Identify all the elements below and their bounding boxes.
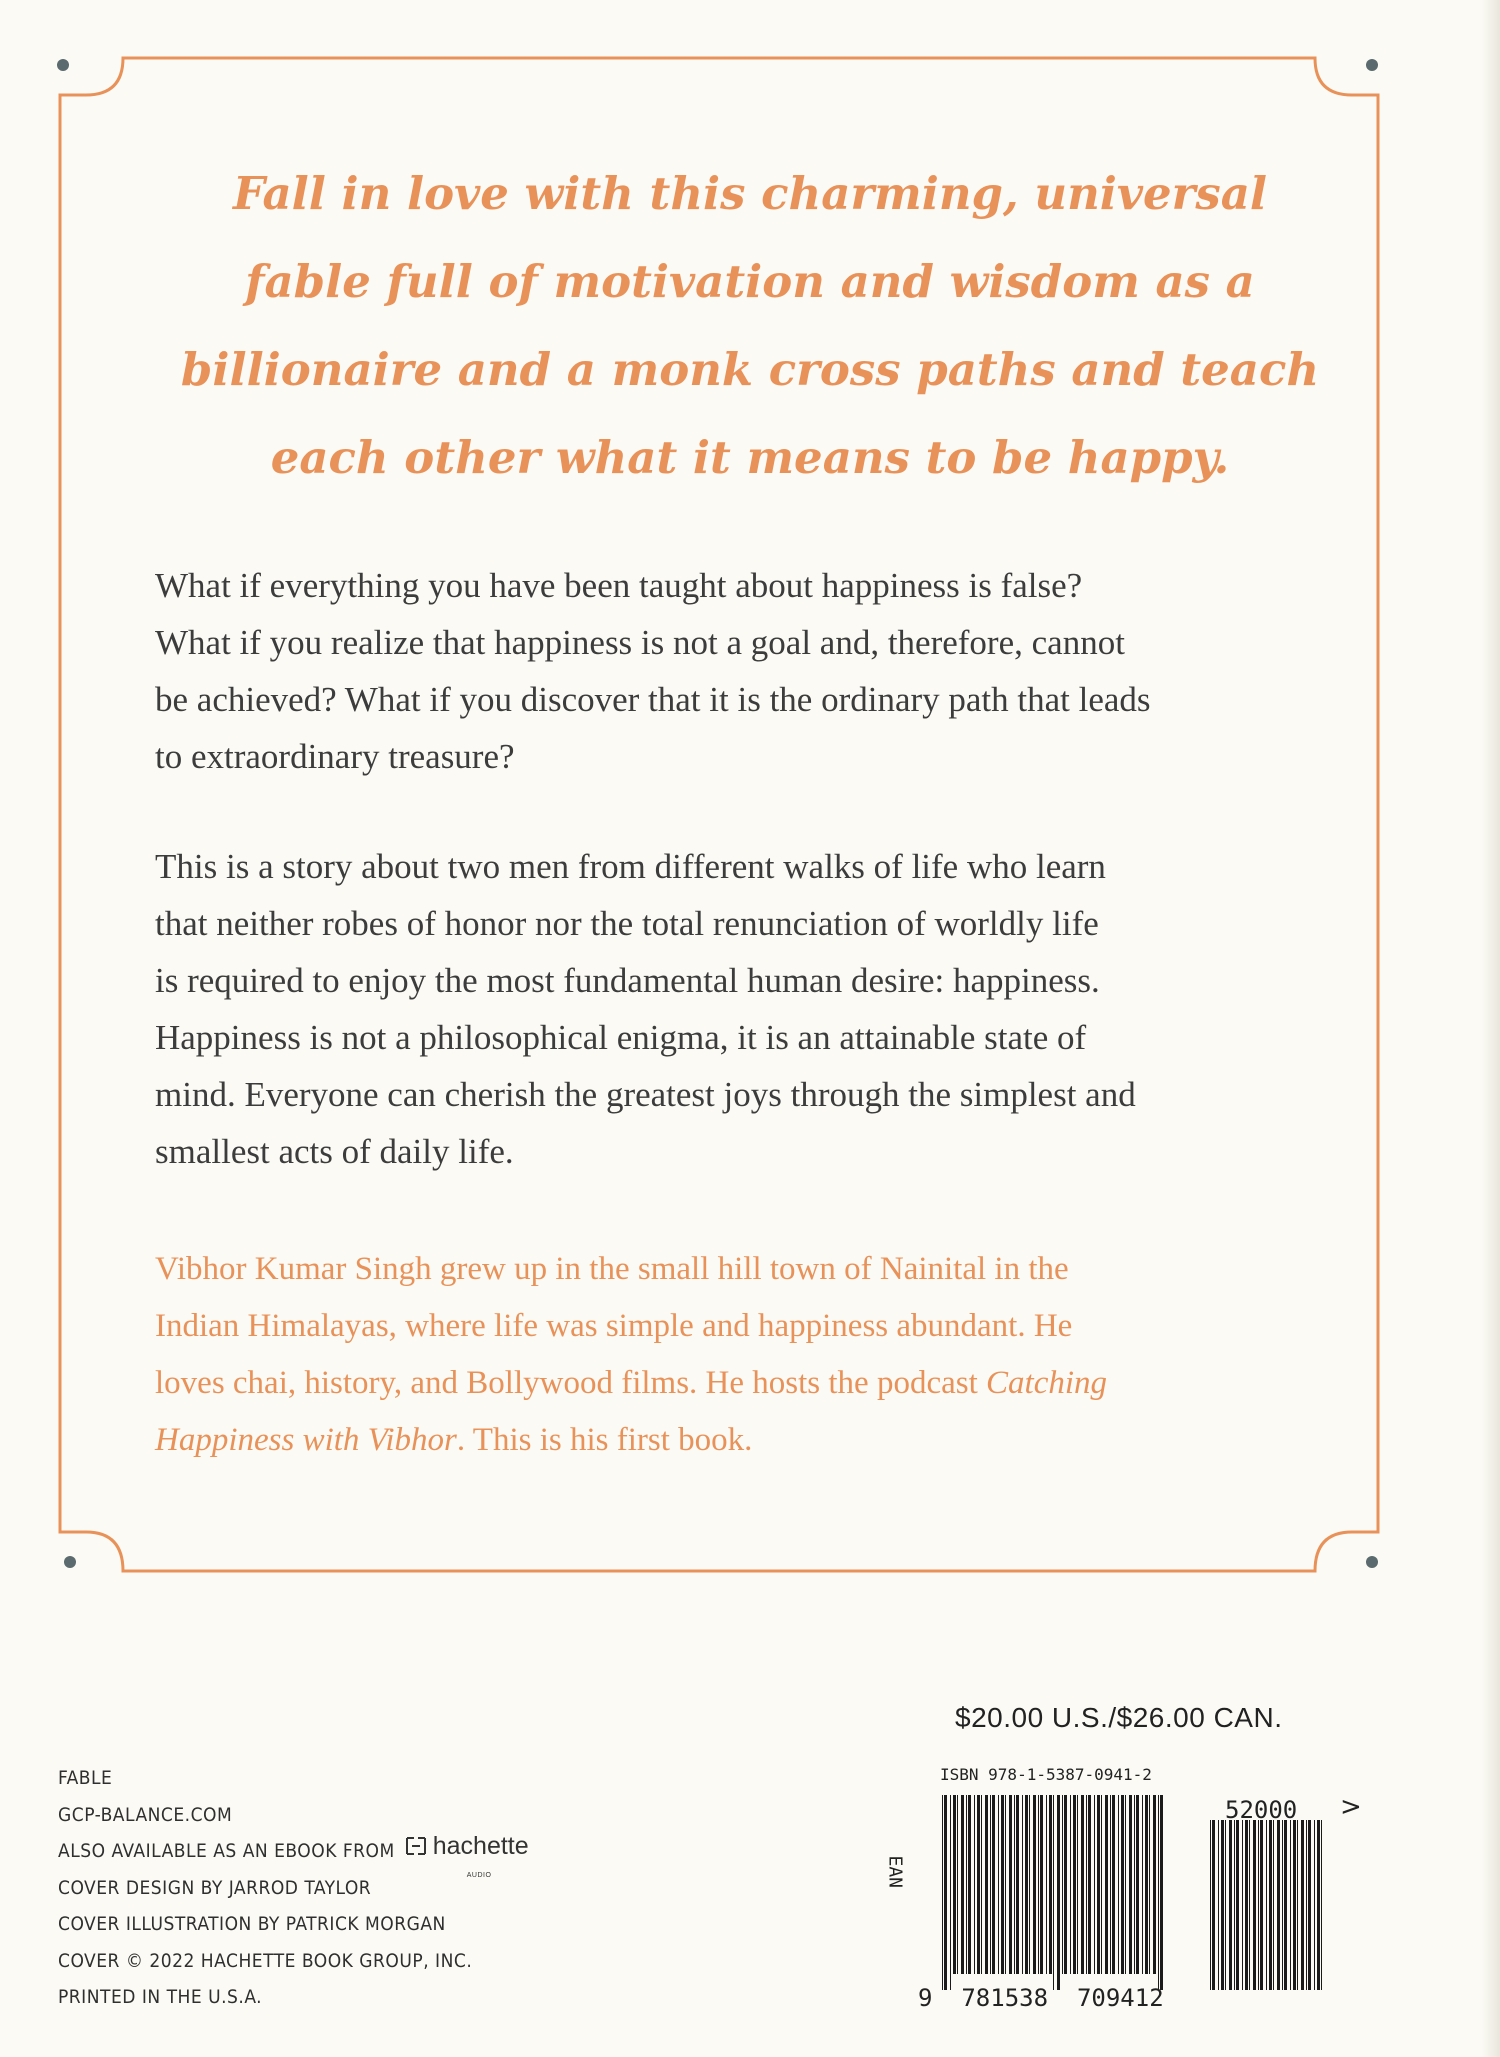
barcode-bar <box>1149 1795 1150 1974</box>
hachette-audio-logo <box>405 1831 529 1879</box>
barcode-bar <box>966 1795 967 1974</box>
barcode-bar <box>961 1795 964 1974</box>
frame-dot-bottom-right <box>1366 1556 1378 1568</box>
barcode-bar <box>1260 1820 1263 1990</box>
barcode-bar <box>1022 1795 1023 1974</box>
barcode-bar <box>1249 1820 1250 1990</box>
paragraph-line: Happiness is not a philosophical enigma, it is an attainable state of <box>155 1018 1087 1057</box>
barcode-bar <box>1094 1795 1095 1974</box>
price-addon-barcode <box>1210 1820 1328 1990</box>
tagline-line: each other what it means to be happy. <box>270 431 1230 484</box>
price-label: $20.00 U.S./$26.00 CAN. <box>955 1702 1283 1733</box>
price-code-arrow: > <box>1340 1792 1362 1822</box>
bio-line <box>155 1355 1290 1412</box>
barcode-bar <box>942 1795 943 1990</box>
barcode-bar <box>1234 1820 1235 1990</box>
barcode-bar <box>1242 1820 1243 1990</box>
tagline-line: fable full of motivation and wisdom as a <box>245 255 1255 308</box>
paragraph-line: mind. Everyone can cherish the greatest joys through the simplest and <box>155 1075 1136 1114</box>
barcode-bar <box>1077 1795 1078 1974</box>
barcode-bar <box>1153 1795 1156 1974</box>
barcode-bar <box>1029 1795 1030 1974</box>
barcode-bar <box>1314 1820 1315 1990</box>
barcode-bar <box>977 1795 980 1974</box>
barcode-bar <box>1306 1820 1307 1990</box>
barcode-bar <box>1009 1795 1012 1974</box>
hachette-wordmark: hachette <box>432 1831 529 1860</box>
barcode-bar <box>1218 1820 1219 1990</box>
barcode-bar <box>1158 1795 1159 1990</box>
podcast-title-part-2: Happiness with Vibhor <box>155 1422 457 1458</box>
barcode-bar <box>1105 1795 1108 1974</box>
barcode-bar <box>953 1795 956 1974</box>
frame-dot-bottom-left <box>64 1556 76 1568</box>
barcode-bar <box>985 1795 988 1974</box>
website-label: GCP-BALANCE.COM <box>58 1803 233 1826</box>
barcode-bar <box>1134 1795 1135 1974</box>
barcode-bar <box>1160 1795 1163 1990</box>
barcode-bar <box>1038 1795 1039 1974</box>
barcode-bar <box>1253 1820 1256 1990</box>
barcode-bar <box>1062 1795 1063 1974</box>
barcode-digits: 9 781538 709412 <box>918 1984 1164 2012</box>
barcode-bar <box>1073 1795 1076 1974</box>
bio-text: loves chai, history, and Bollywood films. He hosts the podcast <box>155 1365 987 1401</box>
barcode-bar <box>1053 1795 1054 1990</box>
barcode-bar <box>1070 1795 1071 1974</box>
barcode-bar <box>1101 1795 1102 1974</box>
barcode-bar <box>1277 1820 1280 1990</box>
barcode-bar <box>1110 1795 1111 1974</box>
barcode-bar <box>1064 1795 1067 1974</box>
ebook-availability <box>58 1831 529 1879</box>
barcode-bar <box>1212 1820 1215 1990</box>
barcode-bar <box>1297 1820 1298 1990</box>
paragraph-line: smallest acts of daily life. <box>155 1132 514 1171</box>
barcode-bar <box>957 1795 958 1974</box>
barcode-bar <box>1112 1795 1115 1974</box>
barcode-bar <box>1118 1795 1119 1974</box>
barcode-bar <box>968 1795 971 1974</box>
barcode-bar <box>1290 1820 1291 1990</box>
credits-block <box>58 1760 529 2016</box>
barcode-bar <box>1301 1820 1304 1990</box>
barcode-bar <box>1005 1795 1006 1974</box>
barcode-bar <box>1236 1820 1239 1990</box>
frame-dot-top-right <box>1366 59 1378 71</box>
barcode-bar <box>1046 1795 1047 1974</box>
barcode-bar <box>1049 1795 1052 1974</box>
description-paragraph-2 <box>155 838 1290 1180</box>
barcode-bar <box>1057 1795 1060 1990</box>
barcode-bar <box>1273 1820 1274 1990</box>
genre-label: FABLE <box>58 1767 113 1789</box>
barcode-bar <box>1225 1820 1226 1990</box>
copyright-notice: COVER © 2022 HACHETTE BOOK GROUP, INC. <box>58 1949 473 1972</box>
barcode-bar <box>1269 1820 1272 1990</box>
barcode-bar <box>1001 1795 1004 1974</box>
barcode-bar <box>1284 1820 1287 1990</box>
barcode-bar <box>1081 1795 1084 1974</box>
paragraph-line: that neither robes of honor nor the total renunciation of worldly life <box>155 904 1099 943</box>
barcode-bar <box>1258 1820 1259 1990</box>
hachette-audio-label: AUDIO <box>466 1871 492 1879</box>
barcode-bar <box>1125 1795 1126 1974</box>
cover-illustration-credit: COVER ILLUSTRATION BY PATRICK MORGAN <box>58 1913 446 1935</box>
isbn-barcode <box>942 1795 1167 1990</box>
paragraph-line: What if everything you have been taught about happiness is false? <box>155 566 1083 605</box>
bio-line: Indian Himalayas, where life was simple and happiness abundant. He <box>155 1308 1073 1344</box>
barcode-bar <box>1016 1795 1019 1974</box>
podcast-title-part-1: Catching <box>986 1365 1108 1401</box>
tagline <box>170 150 1330 502</box>
author-bio <box>155 1241 1290 1469</box>
bio-text: . This is his first book. <box>456 1422 753 1458</box>
barcode-bar <box>1088 1795 1091 1974</box>
printed-in-label: PRINTED IN THE U.S.A. <box>58 1986 263 2008</box>
barcode-bar <box>1086 1795 1087 1974</box>
tagline-line: billionaire and a monk cross paths and teach <box>180 343 1320 396</box>
hachette-h-icon <box>405 1835 427 1857</box>
paragraph-line: to extraordinary treasure? <box>155 737 515 776</box>
ean-label: EAN <box>884 1855 906 1889</box>
barcode-bar <box>1317 1820 1320 1990</box>
barcode-bar <box>1293 1820 1296 1990</box>
barcode-bar <box>1025 1795 1028 1974</box>
barcode-bar <box>1033 1795 1036 1974</box>
barcode-bar <box>998 1795 999 1974</box>
barcode-bar <box>1282 1820 1283 1990</box>
paragraph-line: is required to enjoy the most fundamental human desire: happiness. <box>155 961 1100 1000</box>
isbn-label: ISBN 978-1-5387-0941-2 <box>940 1765 1152 1784</box>
barcode-bar <box>1014 1795 1015 1974</box>
tagline-line: Fall in love with this charming, universal <box>233 167 1267 220</box>
barcode-bar <box>944 1795 947 1990</box>
frame-dot-top-left <box>57 59 69 71</box>
barcode-bar <box>1121 1795 1124 1974</box>
barcode-bar <box>1321 1820 1322 1990</box>
barcode-bar <box>1097 1795 1100 1974</box>
barcode-bar <box>1221 1820 1224 1990</box>
bio-line: Vibhor Kumar Singh grew up in the small hill town of Nainital in the <box>155 1251 1069 1287</box>
barcode-bar <box>974 1795 975 1974</box>
barcode-bar <box>1145 1795 1148 1974</box>
barcode-bar <box>1245 1820 1248 1990</box>
price-code: 52000 <box>1225 1796 1298 1824</box>
paragraph-line: What if you realize that happiness is not a goal and, therefore, cannot <box>155 623 1125 662</box>
barcode-bar <box>1308 1820 1311 1990</box>
barcode-bar <box>1040 1795 1043 1974</box>
barcode-bar <box>981 1795 982 1974</box>
description-paragraph-1 <box>155 557 1290 785</box>
barcode-bar <box>992 1795 995 1974</box>
barcode-bar <box>1210 1820 1211 1990</box>
paragraph-line: This is a story about two men from different walks of life who learn <box>155 847 1106 886</box>
cover-design-credit: COVER DESIGN BY JARROD TAYLOR <box>58 1876 372 1899</box>
paragraph-line: be achieved? What if you discover that it is the ordinary path that leads <box>155 680 1151 719</box>
barcode-bar <box>990 1795 991 1974</box>
barcode-bar <box>1266 1820 1267 1990</box>
bio-line <box>155 1412 1290 1469</box>
ebook-text: ALSO AVAILABLE AS AN EBOOK FROM <box>58 1840 395 1862</box>
barcode-bar <box>1136 1795 1139 1974</box>
barcode-bar <box>1229 1820 1232 1990</box>
barcode-bar <box>1129 1795 1132 1974</box>
barcode-bar <box>1142 1795 1143 1974</box>
barcode-bar <box>950 1795 951 1990</box>
